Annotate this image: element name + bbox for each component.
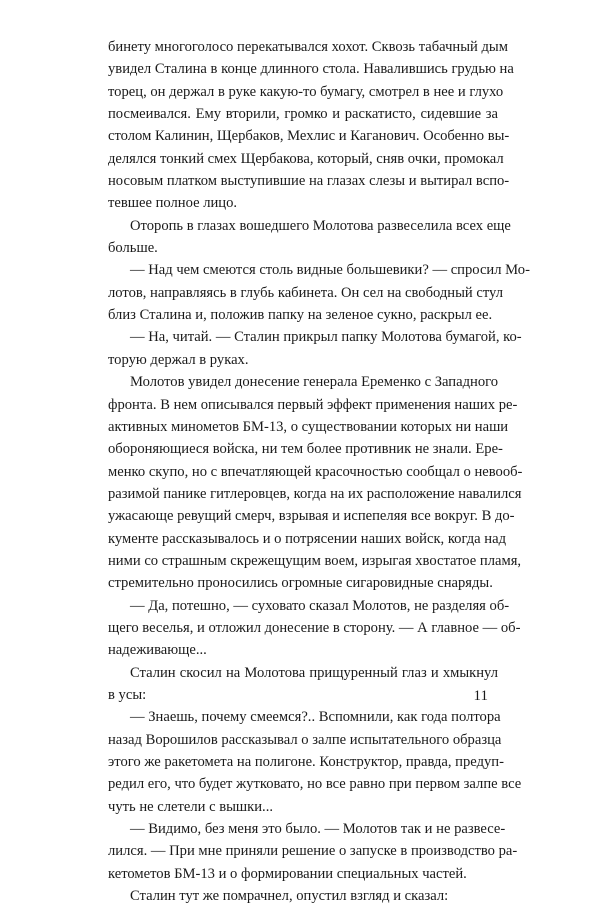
text-line: лотов, направляясь в глубь кабинета. Он сел на свободный стул — [108, 284, 503, 301]
text-line: обороняющиеся войска, ни тем более противник не знали. Ере- — [108, 441, 503, 458]
text-line: столом Калинин, Щербаков, Мехлис и Каганович. Особенно вы- — [108, 128, 510, 145]
text-line: — Видимо, без меня это было. — Молотов так и не развесе- — [130, 821, 506, 838]
text-line: — На, читай. — Сталин прикрыл папку Молотова бумагой, ко- — [130, 329, 522, 346]
text-line: больше. — [108, 240, 158, 257]
text-line: бинету многоголосо перекатывался хохот. Сквозь табачный дым — [108, 39, 508, 55]
text-line: фронта. В нем описывался первый эффект применения наших ре- — [108, 396, 518, 413]
text-line: увидел Сталина в конце длинного стола. Навалившись грудью на — [108, 61, 514, 78]
text-line: редил его, что будет жутковато, но все равно при первом залпе все — [108, 776, 522, 793]
text-line: близ Сталина и, положив папку на зеленое сукно, раскрыл ее. — [108, 307, 493, 324]
text-line: чуть не слетели с вышки... — [108, 798, 273, 815]
text-line: Оторопь в глазах вошедшего Молотова развеселила всех еще — [130, 217, 511, 234]
text-line: Сталин скосил на Молотова прищуренный глаз и хмыкнул — [130, 664, 498, 681]
text-line: Молотов увидел донесение генерала Еременко с Западного — [130, 374, 499, 391]
page-number: 11 — [473, 688, 488, 704]
text-line: Сталин тут же помрачнел, опустил взгляд и сказал: — [130, 888, 449, 905]
text-line: разимой панике гитлеровцев, когда на их расположение навалился — [108, 485, 522, 502]
text-line: — Да, потешно, — суховато сказал Молотов, не разделяя об- — [130, 597, 510, 614]
text-line: — Над чем смеются столь видные большевики? — спросил Мо- — [130, 262, 530, 279]
text-line: назад Ворошилов рассказывал о залпе испытательного образца — [108, 731, 502, 748]
text-line: делялся тонкий смех Щербакова, который, сняв очки, промокал — [108, 150, 504, 167]
text-line: посмеивался. Ему вторили, громко и раскатисто, сидевшие за — [108, 106, 498, 123]
text-line: — Знаешь, почему смеемся?.. Вспомнили, как года полтора — [130, 709, 501, 726]
text-line: этого же ракетомета на полигоне. Конструктор, правда, предуп- — [108, 754, 504, 770]
text-line: кетометов БМ-13 и о формировании специальных частей. — [108, 865, 467, 882]
text-line: стремительно проносились огромные сигаровидные снаряды. — [108, 575, 493, 592]
text-line: кументе рассказывалось и о потрясении наших войск, когда над — [108, 530, 506, 547]
text-line: щего веселья, и отложил донесение в сторону. — А главное — об- — [108, 619, 521, 636]
text-line: тевшее полное лицо. — [108, 195, 238, 212]
text-line: носовым платком выступившие на глазах слезы и вытирал вспо- — [108, 173, 510, 190]
text-line: активных минометов БМ-13, о существовании которых ни наши — [108, 418, 509, 435]
text-line: ними со страшным скрежещущим воем, изрыгая хвостатое пламя, — [108, 552, 522, 569]
text-line: торец, он держал в руке какую-то бумагу, смотрел в нее и глухо — [108, 83, 504, 100]
text-line: в усы: — [108, 686, 147, 703]
body-text — [108, 36, 530, 907]
text-line: торую держал в руках. — [108, 351, 249, 368]
text-line: лился. — При мне приняли решение о запуске в производство ра- — [108, 843, 518, 860]
text-line: ужасающе ревущий смерч, взрывая и испепеляя все вокруг. В до- — [108, 508, 515, 525]
text-line: надеживающе... — [108, 642, 207, 659]
text-line: менко скупо, но с впечатляющей красочностью сообщал о невооб- — [108, 463, 523, 480]
